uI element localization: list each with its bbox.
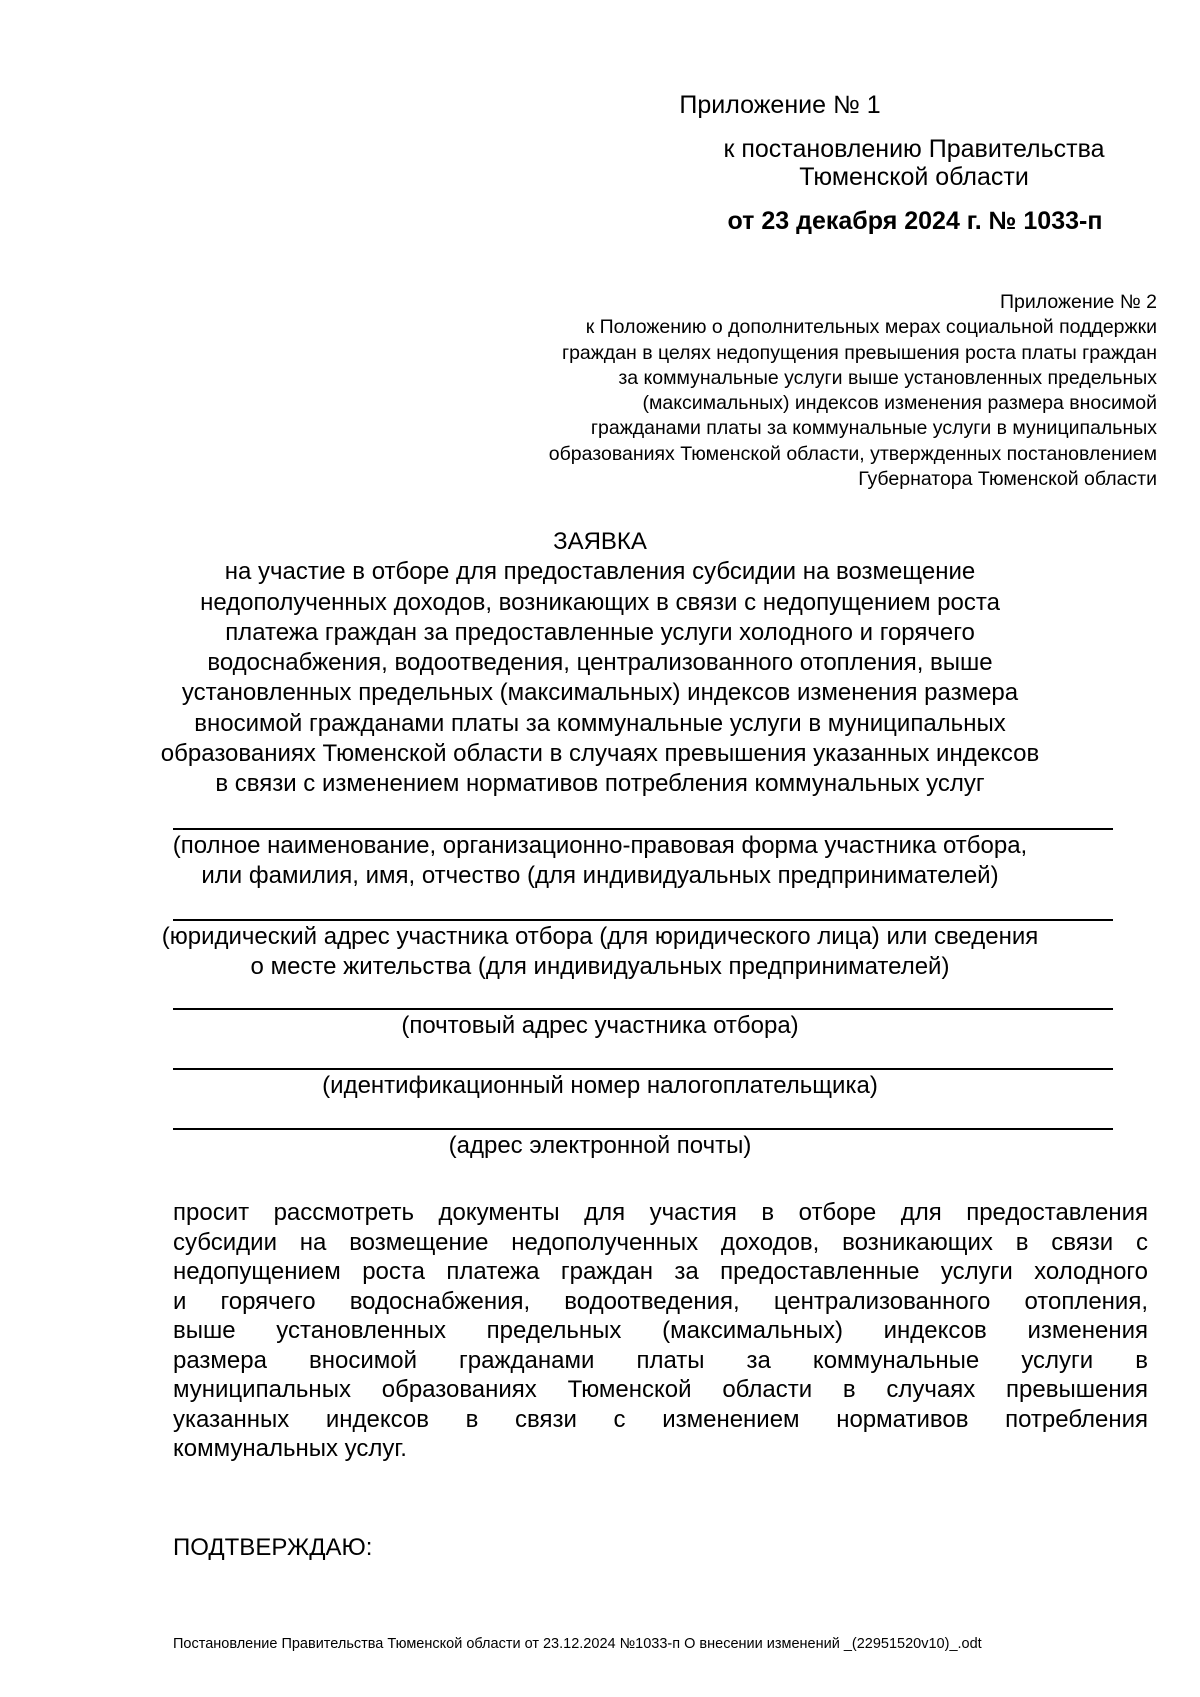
appendix-2-line: Приложение № 2 [1000, 291, 1157, 313]
title-heading: ЗАЯВКА [553, 528, 647, 555]
paragraph-line: коммунальных услуг. [173, 1435, 407, 1462]
caption-line: (идентификационный номер налогоплательщика) [322, 1072, 878, 1099]
caption-line: (адрес электронной почты) [448, 1132, 752, 1159]
footer-file-reference: Постановление Правительства Тюменской области от 23.12.2024 №1033-п О внесении изменений _(22951520v10)_.odt [173, 1636, 982, 1652]
confirm-label: ПОДТВЕРЖДАЮ: [173, 1534, 373, 1561]
paragraph-line: размера вносимой гражданами платы за коммунальные услуги в [173, 1346, 1148, 1374]
resolution-line-2: Тюменской области [799, 163, 1029, 191]
title-line: недополученных доходов, возникающих в связи с недопущением роста [200, 588, 1000, 616]
postal-address-field-line[interactable] [173, 1008, 1113, 1010]
title-line: платежа граждан за предоставленные услуги холодного и горячего [225, 618, 975, 646]
appendix-2-line: за коммунальные услуги выше установленных предельных [618, 366, 1157, 389]
appendix-2-line: гражданами платы за коммунальные услуги в муниципальных [590, 417, 1157, 440]
paragraph-line: муниципальных образованиях Тюменской области в случаях превышения [173, 1376, 1148, 1403]
paragraph-line: выше установленных предельных (максимальных) индексов изменения [173, 1317, 1148, 1344]
resolution-line-1: к постановлению Правительства [723, 135, 1105, 163]
full-name-field-caption [100, 831, 1100, 891]
appendix-2-line: к Положению о дополнительных мерах социальной поддержки [585, 316, 1157, 339]
caption-line: или фамилия, имя, отчество (для индивидуальных предпринимателей) [201, 862, 999, 889]
paragraph-line: указанных индексов в связи с изменением нормативов потребления [173, 1405, 1148, 1433]
appendix-2-line: граждан в целях недопущения превышения роста платы граждан [561, 341, 1157, 364]
legal-address-field-line[interactable] [173, 919, 1113, 921]
appendix-2-block [397, 290, 1157, 492]
paragraph-line: субсидии на возмещение недополученных доходов, возникающих в связи с [173, 1228, 1148, 1256]
application-title [100, 527, 1100, 800]
paragraph-line: и горячего водоснабжения, водоотведения, централизованного отопления, [173, 1287, 1148, 1315]
request-paragraph [173, 1198, 1148, 1464]
title-line: на участие в отборе для предоставления субсидии на возмещение [224, 558, 976, 586]
inn-field-line[interactable] [173, 1068, 1113, 1070]
title-line: вносимой гражданами платы за коммунальные услуги в муниципальных [194, 709, 1006, 737]
caption-line: (почтовый адрес участника отбора) [401, 1012, 799, 1039]
title-line: образованиях Тюменской области в случаях превышения указанных индексов [160, 740, 1040, 768]
appendix-2-line: Губернатора Тюменской области [858, 468, 1157, 491]
title-line: водоснабжения, водоотведения, централизованного отопления, выше [207, 649, 993, 677]
appendix-2-line: образованиях Тюменской области, утвержденных постановлением [548, 442, 1157, 465]
postal-address-field-caption [100, 1011, 1100, 1041]
paragraph-line: недопущением роста платежа граждан за предоставленные услуги холодного [173, 1258, 1148, 1285]
inn-field-caption [100, 1071, 1100, 1101]
email-field-caption [100, 1131, 1100, 1161]
appendix-2-line: (максимальных) индексов изменения размера вносимой [642, 392, 1157, 415]
full-name-field-line[interactable] [173, 828, 1113, 830]
resolution-date: от 23 декабря 2024 г. № 1033-п [727, 207, 1103, 235]
caption-line: о месте жительства (для индивидуальных предпринимателей) [250, 953, 950, 980]
email-field-line[interactable] [173, 1128, 1113, 1130]
title-line: в связи с изменением нормативов потребления коммунальных услуг [215, 770, 985, 798]
title-line: установленных предельных (максимальных) индексов изменения размера [181, 679, 1019, 707]
legal-address-field-caption [100, 922, 1100, 982]
paragraph-line: просит рассмотреть документы для участия в отборе для предоставления [173, 1199, 1148, 1226]
caption-line: (полное наименование, организационно-правовая форма участника отбора, [172, 832, 1028, 859]
caption-line: (юридический адрес участника отбора (для юридического лица) или сведения [161, 923, 1039, 950]
appendix-1-label: Приложение № 1 [679, 91, 881, 119]
